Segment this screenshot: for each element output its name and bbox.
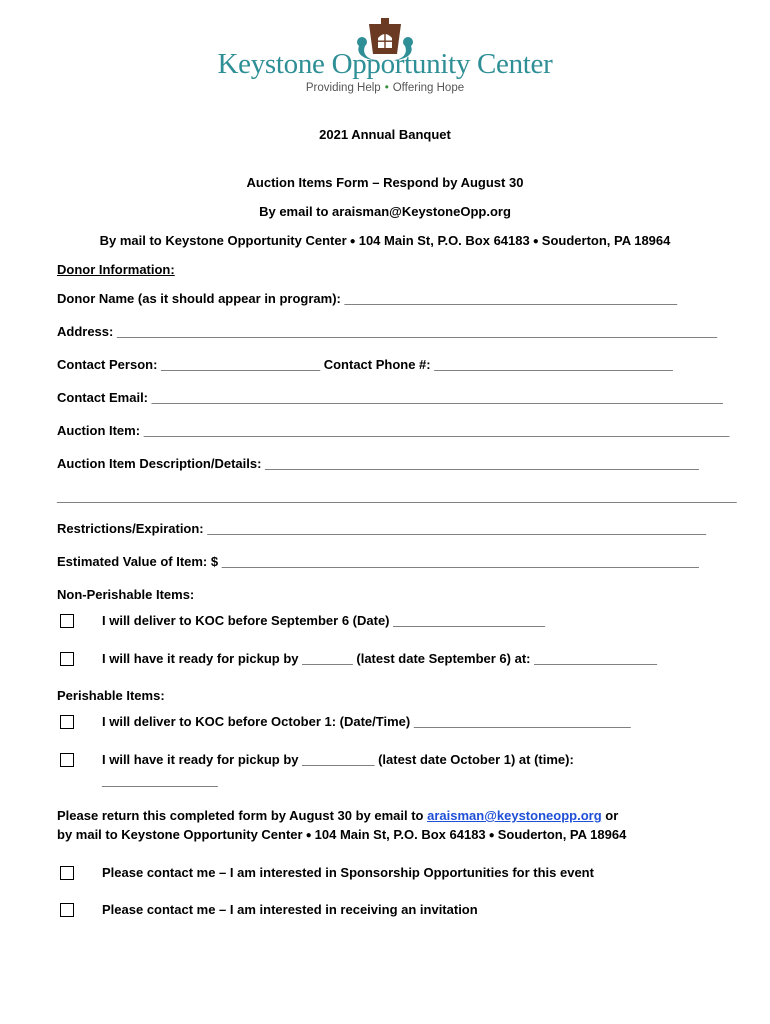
- auction-item-label: Auction Item:: [57, 423, 141, 438]
- mail-instructions: [0, 233, 770, 248]
- perishable-deliver-label: I will deliver to KOC before October 1: (Date/Time): [102, 714, 411, 729]
- donor-name-label: Donor Name (as it should appear in program):: [57, 291, 341, 306]
- estimated-value-label: Estimated Value of Item: $: [57, 554, 219, 569]
- invitation-option: Please contact me – I am interested in receiving an invitation: [102, 902, 478, 917]
- contact-phone-label: Contact Phone #:: [323, 357, 431, 372]
- donor-section-heading: Donor Information:: [57, 262, 175, 277]
- contact-phone-field[interactable]: _________________________________: [434, 357, 673, 372]
- estimated-value-field[interactable]: __________________________________________________________________: [221, 554, 699, 569]
- auction-item-row: [57, 423, 729, 438]
- description-label: Auction Item Description/Details:: [57, 456, 262, 471]
- mail-street: 104 Main St, P.O. Box 64183: [358, 233, 530, 248]
- perishable-deliver-checkbox[interactable]: [60, 715, 74, 729]
- description-row: [57, 456, 699, 471]
- bullet-icon: ●: [349, 236, 356, 247]
- nonperishable-pickup-label-2: (latest date September 6) at:: [356, 651, 531, 666]
- return-instructions-line-2: [57, 827, 626, 842]
- logo-tagline: [0, 82, 770, 94]
- contact-email-row: [57, 390, 723, 405]
- mail-org: By mail to Keystone Opportunity Center: [99, 233, 347, 248]
- donor-name-field[interactable]: ______________________________________________: [344, 291, 678, 306]
- perishable-pickup-time-field[interactable]: ________________: [102, 773, 218, 788]
- contact-row: [57, 357, 673, 372]
- perishable-pickup-checkbox[interactable]: [60, 753, 74, 767]
- nonperishable-pickup-label: I will have it ready for pickup by: [102, 651, 299, 666]
- address-label: Address:: [57, 324, 114, 339]
- sponsorship-option: Please contact me – I am interested in Sponsorship Opportunities for this event: [102, 865, 594, 880]
- logo-name: Keystone Opportunity Center: [217, 48, 553, 80]
- return-instructions-line-1: [57, 808, 618, 823]
- perishable-deliver-option: [102, 714, 631, 729]
- perishable-pickup-label: I will have it ready for pickup by: [102, 752, 299, 767]
- email-instructions: By email to araisman@KeystoneOpp.org: [259, 204, 511, 219]
- form-title: Auction Items Form – Respond by August 30: [246, 175, 524, 190]
- nonperishable-deliver-checkbox[interactable]: [60, 614, 74, 628]
- tagline-separator: •: [384, 82, 389, 94]
- return-mail-city: Souderton, PA 18964: [497, 827, 627, 842]
- restrictions-field[interactable]: _____________________________________________________________________: [207, 521, 707, 536]
- nonperishable-deliver-date-field[interactable]: _____________________: [393, 613, 545, 628]
- invitation-checkbox[interactable]: [60, 903, 74, 917]
- perishable-deliver-datetime-field[interactable]: ______________________________: [413, 714, 631, 729]
- mail-city: Souderton, PA 18964: [541, 233, 671, 248]
- nonperishable-deliver-option: [102, 613, 545, 628]
- return-mail-org: by mail to Keystone Opportunity Center: [57, 827, 303, 842]
- contact-email-field[interactable]: _______________________________________________________________________________: [151, 390, 723, 405]
- tagline-right: Offering Hope: [392, 82, 465, 94]
- perishable-heading: Perishable Items:: [57, 688, 165, 703]
- address-field[interactable]: ___________________________________________________________________________________: [116, 324, 718, 339]
- donor-name-row: [57, 291, 677, 306]
- nonperishable-pickup-option: [102, 651, 657, 666]
- perishable-pickup-option: [102, 752, 574, 767]
- return-email-link[interactable]: araisman@keystoneopp.org: [427, 808, 602, 823]
- perishable-pickup-date-field[interactable]: __________: [302, 752, 375, 767]
- bullet-icon: ●: [532, 236, 539, 247]
- contact-person-field[interactable]: ______________________: [161, 357, 321, 372]
- restrictions-label: Restrictions/Expiration:: [57, 521, 204, 536]
- return-text: Please return this completed form by August 30 by email to: [57, 808, 424, 823]
- restrictions-row: [57, 521, 706, 536]
- nonperishable-deliver-label: I will deliver to KOC before September 6 (Date): [102, 613, 390, 628]
- contact-email-label: Contact Email:: [57, 390, 149, 405]
- bullet-icon: ●: [305, 830, 312, 841]
- nonperishable-heading: Non-Perishable Items:: [57, 587, 195, 602]
- bullet-icon: ●: [488, 830, 495, 841]
- perishable-pickup-label-2: (latest date October 1) at (time):: [378, 752, 574, 767]
- nonperishable-pickup-location-field[interactable]: _________________: [534, 651, 658, 666]
- description-field[interactable]: ____________________________________________________________: [265, 456, 699, 471]
- tagline-left: Providing Help: [305, 82, 381, 94]
- estimated-value-row: [57, 554, 699, 569]
- return-or: or: [605, 808, 619, 823]
- auction-item-field[interactable]: _________________________________________________________________________________: [143, 423, 730, 438]
- return-mail-street: 104 Main St, P.O. Box 64183: [314, 827, 486, 842]
- address-row: [57, 324, 717, 339]
- description-field-continued[interactable]: ______________________________________________________________________________________________: [57, 489, 737, 504]
- nonperishable-pickup-date-field[interactable]: _______: [302, 651, 353, 666]
- nonperishable-pickup-checkbox[interactable]: [60, 652, 74, 666]
- event-title: 2021 Annual Banquet: [319, 127, 451, 142]
- contact-person-label: Contact Person:: [57, 357, 158, 372]
- sponsorship-checkbox[interactable]: [60, 866, 74, 880]
- description-row-2: [57, 489, 737, 504]
